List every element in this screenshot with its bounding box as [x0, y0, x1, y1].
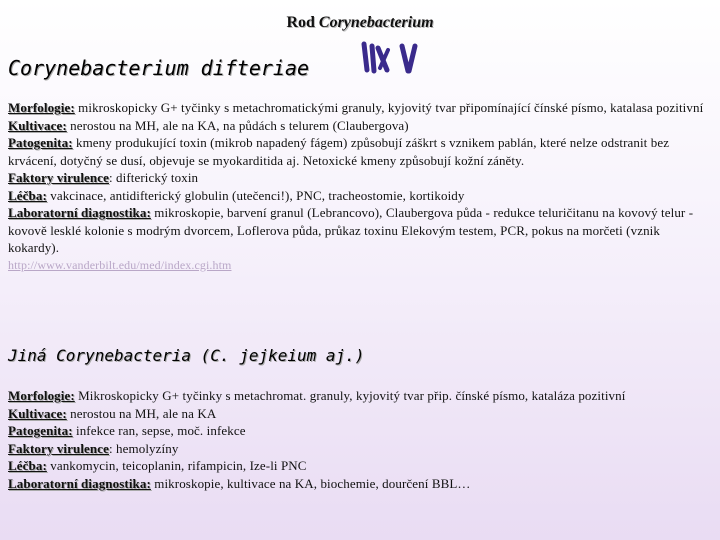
term-label: Patogenita: [8, 423, 73, 438]
section2-body [8, 387, 708, 492]
section2-heading: Jiná Corynebacteria (C. jejkeium aj.) [8, 346, 365, 365]
section1-morfologie [8, 99, 708, 117]
corynebacteria-rods-illustration [358, 40, 418, 76]
term-label: Faktory virulence [8, 440, 109, 456]
term-text: mikroskopicky G+ tyčinky s metachromatickými granuly, kyjovitý tvar připomínající čínské písmo, katalasa pozitivní [74, 100, 704, 115]
term-label: Léčba: [8, 187, 47, 203]
rod-shape [402, 46, 408, 71]
term-label: Laboratorní diagnostika: [8, 475, 151, 491]
section1-heading: Corynebacterium difteriae [8, 56, 310, 80]
term-text: mikroskopie, barvení granul (Lebrancovo), Claubergova půda - redukce teluričitanu na kovový telur - kovově lesklé kolonie s modrým dvorcem, Loflerova půda, průkaz toxinu Elekovým testem, PCR, pokus na morčeti (vznik kokardy). [8, 205, 694, 255]
term-label: Morfologie: [8, 388, 75, 403]
term-text: mikroskopie, kultivace na KA, biochemie, dourčení BBL… [150, 475, 471, 491]
section2-laboratorni-diagnostika [8, 475, 708, 493]
term-text: kmeny produkující toxin (mikrob napadený fágem) způsobují záškrt s vznikem pablán, které nelze odstranit bez krvácení, dotyčný se dusí, objevuje se myokarditida aj. Netoxické kmeny způsobují kožní záněty. [8, 135, 670, 168]
term-text: : hemolyzíny [108, 440, 179, 456]
rod-shape [372, 46, 374, 71]
term-label: Kultivace: [8, 117, 67, 133]
section1-body [8, 99, 708, 274]
section2-kultivace [8, 405, 708, 423]
section1-patogenita [8, 134, 708, 169]
term-text: nerostou na MH, ale na KA [66, 405, 217, 421]
rod-shape [364, 44, 367, 70]
section1-kultivace [8, 117, 708, 135]
slide-title [0, 14, 720, 32]
section1-faktory-virulence [8, 169, 708, 187]
section2-patogenita [8, 422, 708, 440]
section1-lecba [8, 187, 708, 205]
term-label: Laboratorní diagnostika: [8, 205, 151, 220]
term-label: Léčba: [8, 458, 47, 473]
rod-shape [409, 46, 415, 71]
section2-lecba [8, 457, 708, 475]
term-label: Morfologie: [8, 100, 75, 115]
reference-link[interactable]: http://www.vanderbilt.edu/med/index.cgi.htm [8, 257, 232, 272]
term-text: vankomycin, teicoplanin, rifampicin, Ize-li PNC [46, 458, 307, 473]
term-text: infekce ran, sepse, moč. infekce [72, 423, 246, 438]
term-text: vakcinace, antidifterický globulin (utečenci!), PNC, tracheostomie, kortikoidy [46, 187, 465, 203]
term-label: Patogenita: [8, 135, 73, 150]
title-genus: Corynebacterium [318, 14, 434, 31]
section2-faktory-virulence [8, 440, 708, 458]
term-text: Mikroskopicky G+ tyčinky s metachromat. granuly, kyjovitý tvar přip. čínské písmo, kataláza pozitivní [74, 388, 626, 403]
section2-morfologie [8, 387, 708, 405]
section1-laboratorni-diagnostika [8, 204, 708, 257]
term-label: Kultivace: [8, 405, 67, 421]
term-text: : difterický toxin [108, 170, 199, 185]
term-label: Faktory virulence [8, 170, 109, 185]
term-text: nerostou na MH, ale na KA, na půdách s telurem (Claubergova) [66, 117, 409, 133]
title-prefix: Rod [286, 14, 319, 31]
